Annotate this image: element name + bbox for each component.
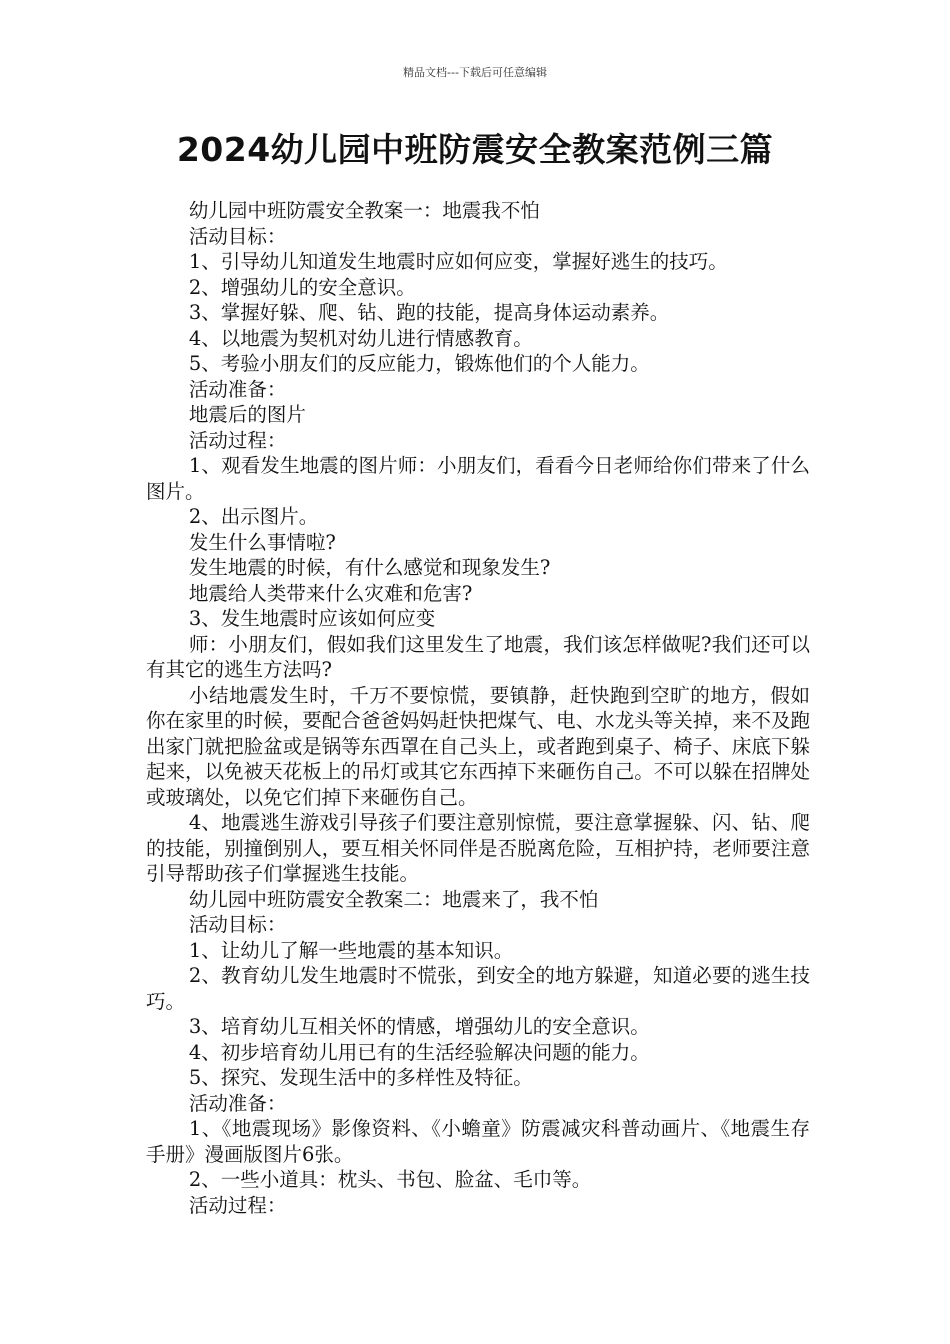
paragraph: 3、培育幼儿互相关怀的情感，增强幼儿的安全意识。 xyxy=(188,1015,650,1038)
paragraph: 小结地震发生时，千万不要惊慌，要镇静，赶快跑到空旷的地方，假如你在家里的时候，要配合爸爸妈妈赶快把煤气、电、水龙头等关掉，来不及跑出家门就把脸盆或是锅等东西罩在自己头上，或者跑到桌子、椅子、床底下躲起来，以免被天花板上的吊灯或其它东西掉下来砸伤自己。不可以躲在招牌处或玻璃处，以免它们掉下来砸伤自己。 xyxy=(146,683,810,809)
paragraph: 3、发生地震时应该如何应变 xyxy=(188,607,436,630)
paragraph: 1、让幼儿了解一些地震的基本知识。 xyxy=(188,938,514,962)
header-note: 精品文档---下载后可任意编辑 xyxy=(403,66,547,79)
paragraph: 活动过程： xyxy=(188,1193,287,1217)
paragraph: 4、地震逃生游戏引导孩子们要注意别惊慌，要注意掌握躲、闪、钻、爬的技能，别撞倒别人，要互相关怀同伴是否脱离危险，互相护持，老师要注意引导帮助孩子们掌握逃生技能。 xyxy=(146,811,810,885)
paragraph: 地震给人类带来什么灾难和危害? xyxy=(188,581,473,605)
paragraph: 5、探究、发现生活中的多样性及特征。 xyxy=(188,1066,533,1089)
paragraph: 4、以地震为契机对幼儿进行情感教育。 xyxy=(188,326,533,350)
paragraph: 3、掌握好躲、爬、钻、跑的技能，提高身体运动素养。 xyxy=(188,301,670,324)
paragraph: 地震后的图片 xyxy=(188,403,306,426)
document-title: 2024幼儿园中班防震安全教案范例三篇 xyxy=(176,130,774,169)
paragraph: 5、考验小朋友们的反应能力，锻炼他们的个人能力。 xyxy=(188,352,650,375)
paragraph: 活动目标： xyxy=(188,224,287,248)
section-heading-plan-two: 幼儿园中班防震安全教案二：地震来了，我不怕 xyxy=(188,887,599,911)
paragraph: 发生地震的时候，有什么感觉和现象发生? xyxy=(188,556,551,579)
paragraph: 1、观看发生地震的图片师：小朋友们，看看今日老师给你们带来了什么图片。 xyxy=(146,454,810,503)
paragraph: 1、《地震现场》影像资料、《小蟾童》防震减灾科普动画片、《地震生存手册》漫画版图片6张。 xyxy=(146,1117,810,1166)
section-heading-plan-one: 幼儿园中班防震安全教案一：地震我不怕 xyxy=(188,199,540,222)
paragraph: 2、增强幼儿的安全意识。 xyxy=(188,275,416,299)
paragraph: 2、出示图片。 xyxy=(188,505,319,528)
paragraph: 活动过程： xyxy=(188,428,287,452)
paragraph: 1、引导幼儿知道发生地震时应如何应变，掌握好逃生的技巧。 xyxy=(188,250,728,273)
paragraph: 2、教育幼儿发生地震时不慌张，到安全的地方躲避，知道必要的逃生技巧。 xyxy=(146,964,810,1013)
paragraph: 2、一些小道具：枕头、书包、脸盆、毛巾等。 xyxy=(188,1168,592,1191)
paragraph: 活动目标： xyxy=(188,913,287,936)
paragraph: 4、初步培育幼儿用已有的生活经验解决问题的能力。 xyxy=(188,1040,650,1064)
paragraph: 发生什么事情啦? xyxy=(188,530,336,554)
paragraph: 活动准备： xyxy=(188,1091,287,1115)
document-body xyxy=(146,198,810,1218)
paragraph: 师：小朋友们，假如我们这里发生了地震，我们该怎样做呢?我们还可以有其它的逃生方法吗? xyxy=(146,632,810,681)
paragraph: 活动准备： xyxy=(188,377,287,401)
